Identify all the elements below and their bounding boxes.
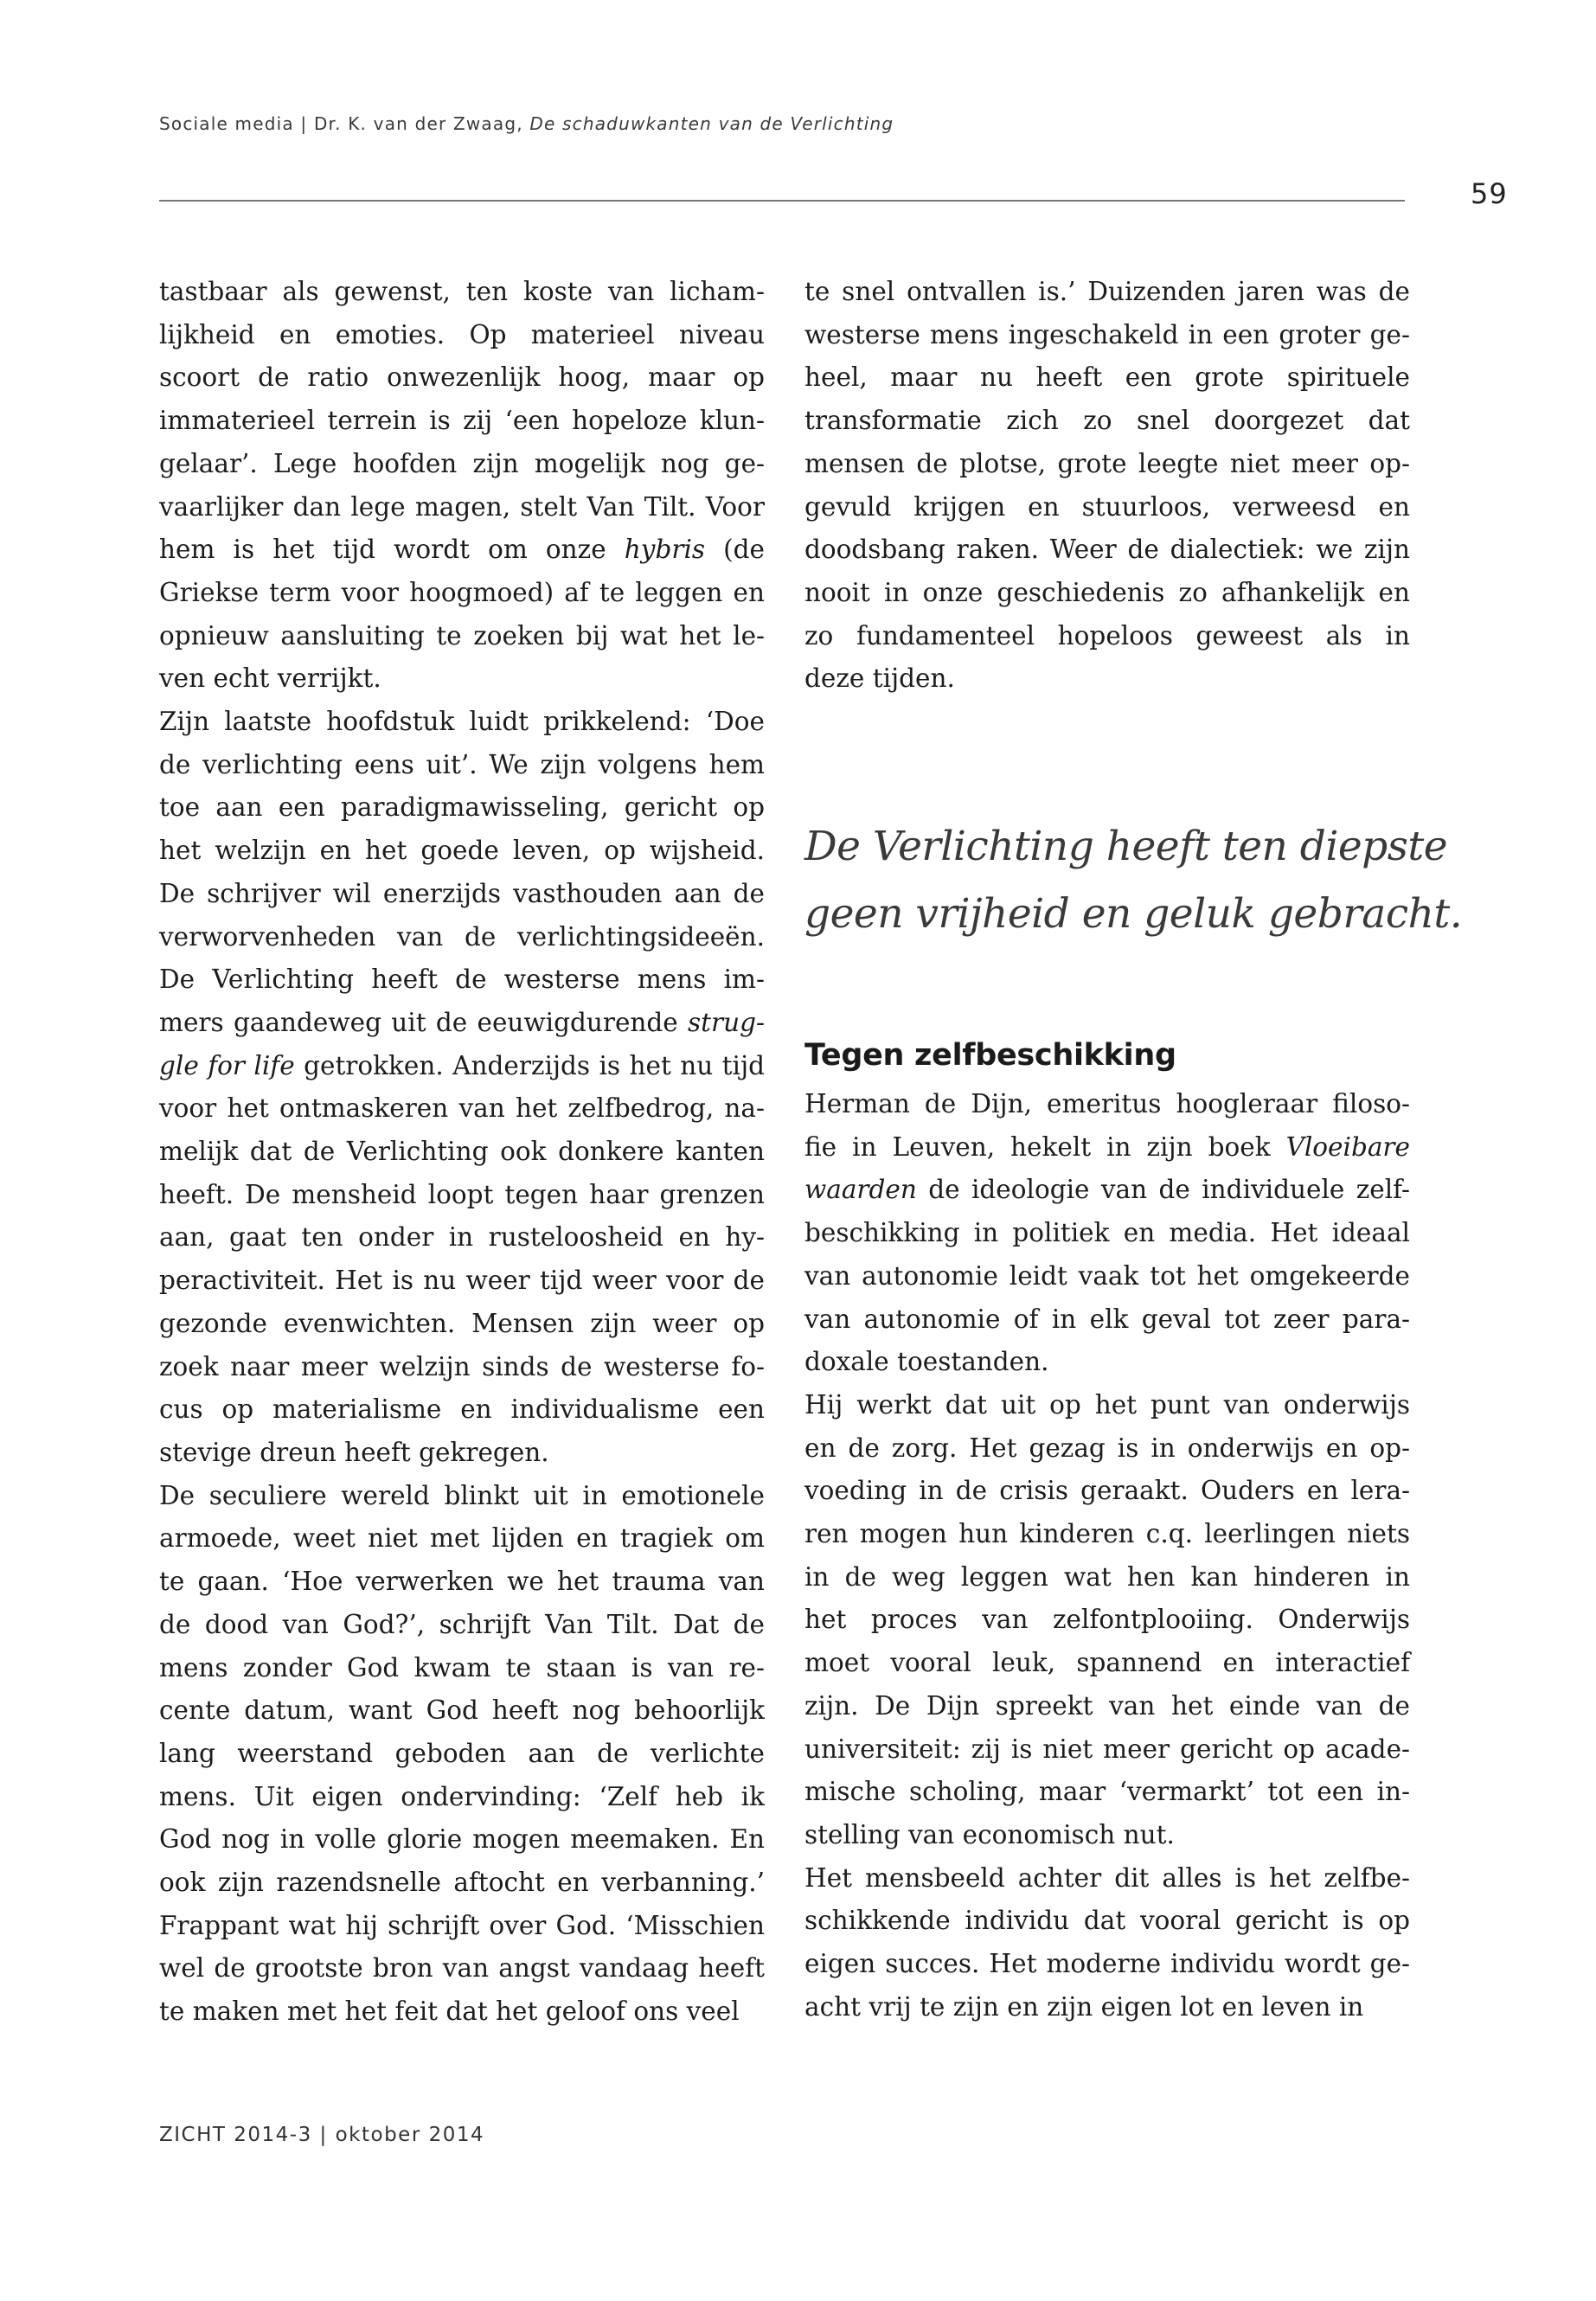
text-line: [159, 1475, 765, 1518]
text-line: [159, 572, 765, 615]
body-text: Griekse term voor hoogmoed) af te leggen en: [159, 577, 765, 607]
text-line: [159, 1733, 765, 1776]
text-line: [159, 356, 765, 400]
body-text: gelaar’. Lege hoofden zijn mogelijk nog ge-: [159, 448, 765, 478]
body-text: mens. Uit eigen ondervinding: ‘Zelf heb ik: [159, 1781, 765, 1811]
body-text: schikkende individu dat vooral gericht is op: [804, 1906, 1410, 1936]
text-line: [159, 1303, 765, 1346]
text-line: [159, 1818, 765, 1862]
text-line: [804, 1083, 1410, 1126]
body-text: de ideologie van de individuele zelf-: [916, 1175, 1410, 1205]
text-line: [804, 400, 1410, 443]
text-line: [159, 1432, 765, 1475]
text-line: [159, 271, 765, 314]
text-line: [804, 1642, 1410, 1685]
text-line: [804, 486, 1410, 529]
body-text: de verlichting eens uit’. We zijn volgens hem: [159, 749, 765, 779]
body-text: cente datum, want God heeft nog behoorlijk: [159, 1695, 765, 1726]
body-text: het proces van zelfontplooiing. Onderwijs: [804, 1605, 1410, 1635]
body-text: zoek naar meer welzijn sinds de westerse fo-: [159, 1351, 765, 1381]
body-text: cus op materialisme en individualisme een: [159, 1394, 765, 1425]
text-line: [159, 1604, 765, 1647]
text-line: [804, 615, 1410, 658]
right-column-top: [804, 271, 1410, 701]
text-line: [804, 271, 1410, 314]
text-line: [159, 1647, 765, 1690]
text-line: [804, 572, 1410, 615]
text-line: [159, 443, 765, 486]
body-text: heeft. De mensheid loopt tegen haar grenzen: [159, 1179, 765, 1209]
body-text: hem is het tijd wordt om onze: [159, 535, 625, 565]
text-line: [804, 1169, 1410, 1212]
text-line: [159, 314, 765, 357]
body-text: acht vrij te zijn en zijn eigen lot en leven in: [804, 1991, 1364, 2022]
body-text: Zijn laatste hoofdstuk luidt prikkelend: ‘Doe: [159, 707, 765, 737]
text-line: [159, 657, 765, 701]
italic-text: gle for life: [159, 1050, 295, 1080]
text-line: [159, 1087, 765, 1131]
body-text: transformatie zich zo snel doorgezet dat: [804, 406, 1410, 436]
text-line: [804, 1513, 1410, 1556]
body-text: aan, gaat ten onder in rusteloosheid en hy-: [159, 1222, 765, 1253]
italic-text: hybris: [624, 535, 706, 565]
section-heading: Tegen zelfbeschikking: [804, 1038, 1176, 1073]
footer: ZICHT 2014-3 | oktober 2014: [159, 2124, 485, 2146]
body-text: nooit in onze geschiedenis zo afhankelijk en: [804, 577, 1410, 607]
body-text: en de zorg. Het gezag is in onderwijs en op-: [804, 1433, 1410, 1463]
body-text: ven echt verrijkt.: [159, 663, 381, 694]
text-line: [804, 1685, 1410, 1728]
text-line: [159, 1862, 765, 1905]
text-line: [159, 1905, 765, 1948]
text-line: [159, 1346, 765, 1389]
body-text: stevige dreun heeft gekregen.: [159, 1437, 549, 1467]
text-line: [804, 1599, 1410, 1642]
body-text: opnieuw aansluiting te zoeken bij wat het le-: [159, 620, 765, 651]
text-line: [804, 657, 1410, 701]
body-text: eigen succes. Het moderne individu wordt ge-: [804, 1949, 1410, 1979]
text-line: [159, 873, 765, 916]
text-line: [159, 1216, 765, 1259]
body-text: voeding in de crisis geraakt. Ouders en lera-: [804, 1476, 1410, 1506]
body-text: doxale toestanden.: [804, 1347, 1049, 1377]
text-line: [159, 1689, 765, 1733]
text-line: [804, 529, 1410, 572]
body-text: mische scholing, maar ‘vermarkt’ tot een in-: [804, 1777, 1410, 1807]
header-rule: [159, 200, 1405, 202]
pull-quote-line: geen vrijheid en geluk gebracht.: [804, 890, 1463, 938]
text-line: [159, 1388, 765, 1432]
body-text: scoort de ratio onwezenlijk hoog, maar op: [159, 362, 765, 393]
text-line: [159, 1776, 765, 1819]
body-text: De Verlichting heeft de westerse mens im-: [159, 965, 765, 995]
text-line: [159, 1045, 765, 1088]
header-separator: |: [300, 113, 308, 134]
text-line: [804, 1771, 1410, 1814]
text-line: [804, 1255, 1410, 1298]
body-text: beschikking in politiek en media. Het ideaal: [804, 1218, 1410, 1248]
pull-quote-line: De Verlichting heeft ten diepste: [804, 823, 1448, 870]
body-text: te snel ontvallen is.’ Duizenden jaren was de: [804, 277, 1410, 306]
text-line: [159, 615, 765, 658]
body-text: te maken met het feit dat het geloof ons veel: [159, 1997, 740, 2027]
text-line: [804, 1728, 1410, 1772]
text-line: [159, 830, 765, 873]
text-line: [804, 1986, 1410, 2029]
running-header: [159, 113, 894, 134]
body-text: in de weg leggen wat hen kan hinderen in: [804, 1561, 1410, 1592]
text-line: [159, 958, 765, 1002]
body-text: te gaan. ‘Hoe verwerken we het trauma van: [159, 1567, 765, 1597]
text-line: [804, 1814, 1410, 1857]
body-text: ren mogen hun kinderen c.q. leerlingen niets: [804, 1519, 1410, 1549]
text-line: [159, 529, 765, 572]
body-text: universiteit: zij is niet meer gericht op acade-: [804, 1734, 1410, 1764]
text-line: [159, 701, 765, 744]
italic-text: Vloeibare: [1285, 1131, 1410, 1162]
body-text: zo fundamenteel hopeloos geweest als in: [804, 620, 1410, 651]
text-line: [804, 1900, 1410, 1943]
body-text: de dood van God?’, schrijft Van Tilt. Dat de: [159, 1609, 765, 1639]
body-text: God nog in volle glorie mogen meemaken. En: [159, 1824, 765, 1855]
text-line: [159, 916, 765, 959]
text-line: [804, 314, 1410, 357]
text-line: [804, 443, 1410, 486]
body-text: vaarlijker dan lege magen, stelt Van Tilt. Voor: [159, 491, 765, 522]
text-line: [804, 1943, 1410, 1986]
text-line: [804, 1470, 1410, 1513]
body-text: lijkheid en emoties. Op materieel niveau: [159, 319, 765, 349]
body-text: heel, maar nu heeft een grote spirituele: [804, 362, 1410, 393]
left-column: [159, 271, 765, 2034]
body-text: ook zijn razendsnelle aftocht en verbanning.’: [159, 1868, 765, 1898]
pull-quote: [804, 813, 1463, 948]
header-section: Sociale media: [159, 113, 294, 134]
header-article-title: De schaduwkanten van de Verlichting: [529, 113, 894, 134]
body-text: Frappant wat hij schrijft over God. ‘Misschien: [159, 1910, 765, 1940]
body-text: Het mensbeeld achter dit alles is het zelfbe-: [804, 1862, 1410, 1893]
body-text: verworvenheden van de verlichtingsideeën.: [159, 921, 765, 952]
text-line: [804, 1384, 1410, 1427]
text-line: [804, 1427, 1410, 1471]
text-line: [159, 1517, 765, 1561]
italic-text: waarden: [804, 1175, 917, 1205]
body-text: tastbaar als gewenst, ten koste van licham-: [159, 277, 765, 306]
body-text: het welzijn en het goede leven, op wijsheid.: [159, 836, 765, 866]
right-column-bottom: [804, 1083, 1410, 2029]
body-text: peractiviteit. Het is nu weer tijd weer voor de: [159, 1266, 765, 1296]
body-text: Hij werkt dat uit op het punt van onderwijs: [804, 1389, 1410, 1420]
text-line: [159, 1174, 765, 1217]
page-number: 59: [1471, 177, 1508, 210]
body-text: toe aan een paradigmawisseling, gericht op: [159, 792, 765, 823]
body-text: stelling van economisch nut.: [804, 1819, 1175, 1849]
body-text: Herman de Dijn, emeritus hoogleraar filoso-: [804, 1089, 1410, 1118]
text-line: [159, 400, 765, 443]
text-line: [159, 1561, 765, 1604]
body-text: gevuld krijgen en stuurloos, verweesd en: [804, 491, 1410, 522]
body-text: van autonomie leidt vaak tot het omgekeerde: [804, 1260, 1410, 1291]
text-line: [804, 1341, 1410, 1384]
body-text: van autonomie of in elk geval tot zeer para-: [804, 1304, 1410, 1334]
text-line: [159, 744, 765, 787]
body-text: (de: [705, 535, 765, 565]
body-text: mensen de plotse, grote leegte niet meer op-: [804, 448, 1410, 478]
text-line: [159, 786, 765, 830]
text-line: [159, 1947, 765, 1990]
text-line: [159, 1002, 765, 1045]
body-text: deze tijden.: [804, 663, 955, 694]
text-line: [159, 486, 765, 529]
body-text: zijn. De Dijn spreekt van het einde van de: [804, 1690, 1410, 1721]
text-line: [804, 1857, 1410, 1900]
body-text: armoede, weet niet met lijden en tragiek om: [159, 1523, 765, 1554]
body-text: mens zonder God kwam te staan is van re-: [159, 1652, 765, 1682]
body-text: gezonde evenwichten. Mensen zijn weer op: [159, 1308, 765, 1338]
text-line: [804, 1212, 1410, 1255]
body-text: doodsbang raken. Weer de dialectiek: we zijn: [804, 535, 1410, 565]
body-text: wel de grootste bron van angst vandaag heeft: [159, 1953, 765, 1984]
text-line: [804, 1298, 1410, 1342]
text-line: [804, 1556, 1410, 1599]
body-text: lang weerstand geboden aan de verlichte: [159, 1738, 765, 1768]
text-line: [159, 1259, 765, 1303]
text-line: [159, 1131, 765, 1174]
header-author: Dr. K. van der Zwaag,: [313, 113, 523, 134]
body-text: voor het ontmaskeren van het zelfbedrog, na-: [159, 1093, 765, 1124]
italic-text: strug-: [688, 1007, 765, 1037]
body-text: fie in Leuven, hekelt in zijn boek: [804, 1131, 1286, 1162]
body-text: immaterieel terrein is zij ‘een hopeloze klun-: [159, 406, 765, 436]
body-text: mers gaandeweg uit de eeuwigdurende: [159, 1007, 689, 1037]
body-text: De seculiere wereld blinkt uit in emotionele: [159, 1480, 765, 1510]
body-text: moet vooral leuk, spannend en interactief: [804, 1648, 1410, 1678]
body-text: melijk dat de Verlichting ook donkere kanten: [159, 1137, 765, 1167]
text-line: [159, 1990, 765, 2034]
text-line: [804, 356, 1410, 400]
body-text: De schrijver wil enerzijds vasthouden aan de: [159, 878, 765, 908]
body-text: getrokken. Anderzijds is het nu tijd: [294, 1050, 765, 1080]
text-line: [804, 1126, 1410, 1170]
body-text: westerse mens ingeschakeld in een groter ge-: [804, 319, 1410, 349]
